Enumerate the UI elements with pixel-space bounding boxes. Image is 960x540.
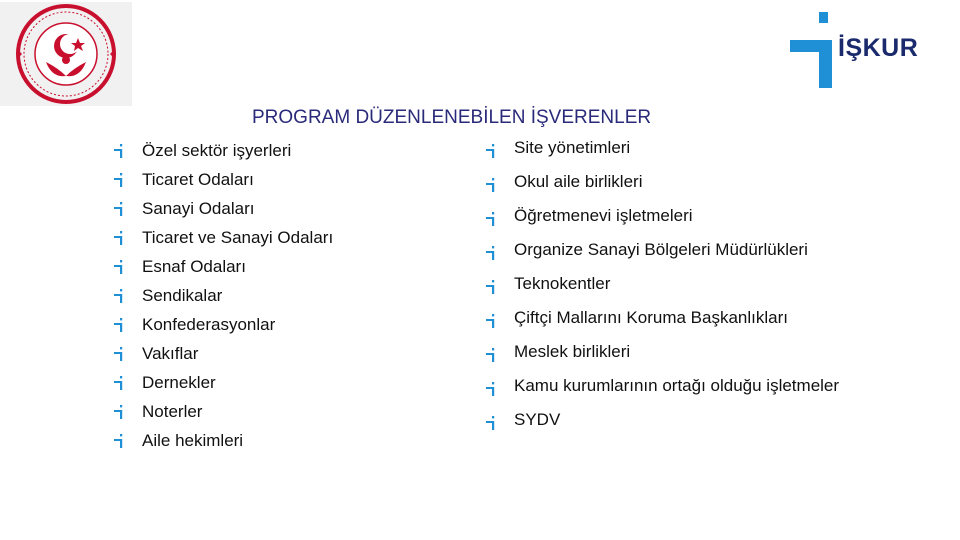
list-item	[114, 252, 333, 281]
iskur-mark-icon	[114, 231, 124, 245]
list-item	[486, 202, 839, 236]
iskur-mark-icon	[486, 280, 496, 294]
iskur-mark-icon	[486, 348, 496, 362]
list-item	[114, 136, 333, 165]
list-item-label: Vakıflar	[142, 344, 199, 363]
list-item	[486, 372, 839, 406]
list-item	[486, 338, 839, 372]
ministry-seal-icon	[0, 2, 132, 106]
list-item-label: Site yönetimleri	[514, 138, 631, 157]
iskur-mark-icon	[486, 144, 496, 158]
left-employer-list	[114, 136, 333, 455]
iskur-mark-icon	[114, 434, 124, 448]
list-item-label: Teknokentler	[514, 274, 611, 293]
list-item	[114, 310, 333, 339]
list-item	[486, 168, 839, 202]
list-item	[114, 339, 333, 368]
iskur-mark-icon	[114, 318, 124, 332]
list-item	[114, 223, 333, 252]
list-item-label: Özel sektör işyerleri	[142, 141, 292, 160]
list-item-label: SYDV	[514, 410, 561, 429]
ministry-seal-logo	[0, 2, 132, 106]
iskur-mark-icon	[114, 144, 124, 158]
list-item-label: Kamu kurumlarının ortağı olduğu işletmeler	[514, 376, 840, 395]
iskur-mark-icon	[114, 260, 124, 274]
list-item	[114, 397, 333, 426]
list-item-label: Öğretmenevi işletmeleri	[514, 206, 693, 225]
right-employer-list	[486, 134, 839, 440]
iskur-brand-text: İŞKUR	[838, 34, 919, 62]
iskur-mark-icon	[114, 376, 124, 390]
list-item-label: Sanayi Odaları	[142, 199, 255, 218]
list-item-label: Dernekler	[142, 373, 216, 392]
list-item	[486, 270, 839, 304]
iskur-mark-icon	[486, 178, 496, 192]
list-item-label: Organize Sanayi Bölgeleri Müdürlükleri	[514, 240, 808, 259]
iskur-mark-icon	[114, 347, 124, 361]
list-item	[114, 368, 333, 397]
iskur-mark-icon	[114, 202, 124, 216]
iskur-mark-icon	[114, 405, 124, 419]
iskur-mark-icon	[486, 382, 496, 396]
page-title: PROGRAM DÜZENLENEBİLEN İŞVERENLER	[252, 107, 652, 128]
list-item	[114, 426, 333, 455]
list-item-label: Konfederasyonlar	[142, 315, 276, 334]
list-item-label: Çiftçi Mallarını Koruma Başkanlıkları	[514, 308, 788, 327]
list-item	[114, 194, 333, 223]
list-item-label: Sendikalar	[142, 286, 223, 305]
iskur-mark-icon	[114, 173, 124, 187]
list-item	[114, 281, 333, 310]
list-item	[486, 304, 839, 338]
list-item	[486, 134, 839, 168]
iskur-mark-icon	[114, 289, 124, 303]
list-item	[486, 236, 839, 270]
list-item-label: Meslek birlikleri	[514, 342, 631, 361]
list-item-label: Ticaret ve Sanayi Odaları	[142, 228, 334, 247]
list-item-label: Okul aile birlikleri	[514, 172, 643, 191]
list-item	[114, 165, 333, 194]
iskur-mark-icon	[486, 416, 496, 430]
iskur-mark-icon	[486, 314, 496, 328]
iskur-mark-icon	[486, 212, 496, 226]
list-item	[486, 406, 839, 440]
iskur-mark-icon	[486, 246, 496, 260]
list-item-label: Esnaf Odaları	[142, 257, 246, 276]
list-item-label: Noterler	[142, 402, 203, 421]
list-item-label: Aile hekimleri	[142, 431, 244, 450]
list-item-label: Ticaret Odaları	[142, 170, 254, 189]
